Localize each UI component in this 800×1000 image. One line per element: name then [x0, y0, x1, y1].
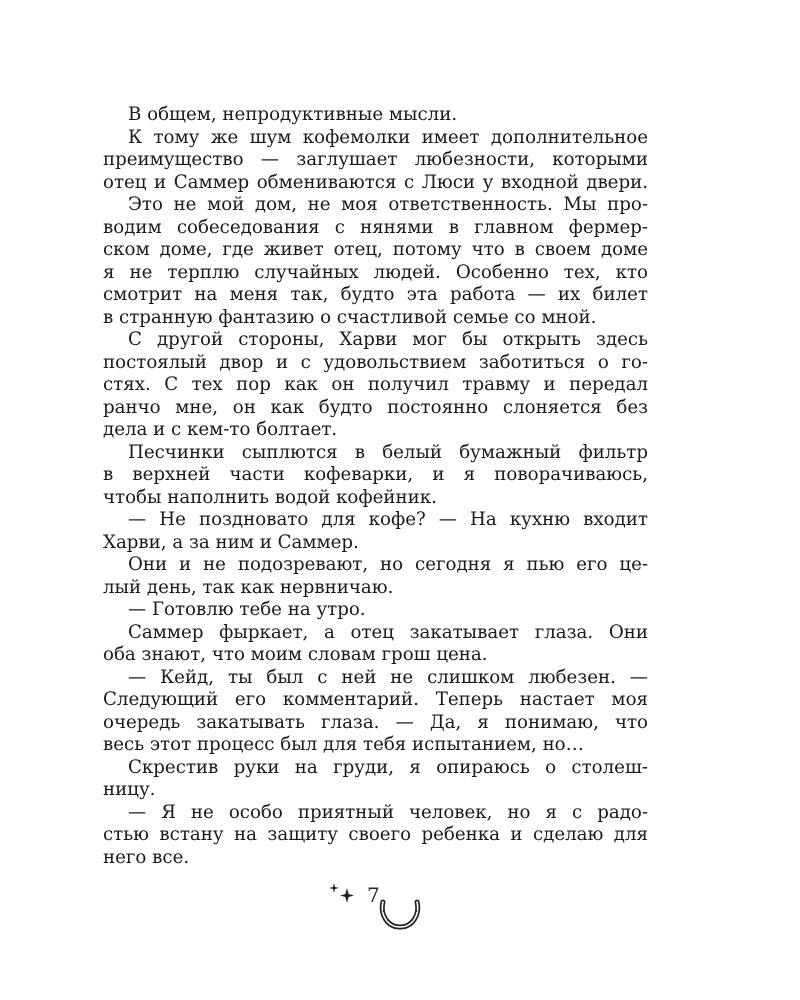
text-line: стью встану на защиту своего ребенка и сделаю для: [103, 824, 648, 845]
text-line: Саммер фыркает, а отец закатывает глаза. Они: [128, 621, 648, 643]
text-line: в верхней части кофеварки, и я поворачиваюсь,: [103, 464, 648, 485]
text-line: — Не поздновато для кофе? — На кухню входит: [128, 509, 648, 530]
page-number: 7: [367, 883, 380, 907]
text-line: Песчинки сыплются в белый бумажный фильтр: [128, 441, 648, 463]
text-line: дела и с кем-то болтает.: [103, 419, 338, 440]
text-line: К тому же шум кофемолки имеет дополнительное: [128, 126, 648, 148]
text-line: Они и не подозревают, но сегодня я пью его це-: [128, 554, 648, 575]
text-line: ском доме, где живет отец, потому что в своем доме: [103, 239, 648, 260]
text-line: Скрестив руки на груди, я опираюсь о столеш-: [128, 756, 648, 778]
text-line: Следующий его комментарий. Теперь настает моя: [103, 689, 648, 710]
text-line: чтобы наполнить водой кофейник.: [103, 486, 437, 508]
text-line: ранчо мне, он как будто постоянно слоняется без: [103, 396, 648, 418]
text-line: Харви, а за ним и Саммер.: [103, 531, 359, 553]
text-line: Это не мой дом, не моя ответственность. Мы про-: [128, 194, 648, 215]
page-footer: [325, 878, 445, 938]
text-line: в странную фантазию о счастливой семье со мной.: [103, 306, 597, 328]
page-body: [103, 104, 648, 869]
text-line: стях. С тех пор как он получил травму и передал: [103, 374, 648, 395]
text-line: ницу.: [103, 779, 156, 800]
text-line: лый день, так как нервничаю.: [103, 576, 394, 598]
text-line: преимущество — заглушает любезности, которыми: [103, 149, 648, 170]
horseshoe-icon: [377, 896, 423, 936]
text-line: — Готовлю тебе на утро.: [128, 599, 366, 620]
sparkle-stars-icon: [328, 882, 356, 908]
text-line: весь этот процесс был для тебя испытанием, но…: [103, 734, 584, 755]
text-line: водим собеседования с нянями в главном фермер-: [103, 216, 648, 238]
text-line: — Я не особо приятный человек, но я с радо-: [128, 801, 648, 823]
text-line: очередь закатывать глаза. — Да, я понимаю, что: [103, 711, 648, 733]
text-line: С другой стороны, Харви мог бы открыть здесь: [128, 329, 648, 350]
text-line: В общем, непродуктивные мысли.: [128, 104, 458, 125]
text-line: я не терплю случайных людей. Особенно тех, кто: [103, 261, 648, 283]
text-line: — Кейд, ты был с ней не слишком любезен. —: [128, 666, 648, 688]
text-line: него все.: [103, 846, 190, 868]
text-line: отец и Саммер обмениваются с Люси у входной двери.: [103, 171, 648, 193]
text-line: постоялый двор и с удовольствием заботиться о го-: [103, 351, 648, 373]
text-line: смотрит на меня так, будто эта работа — их билет: [103, 284, 648, 305]
text-line: оба знают, что моим словам грош цена.: [103, 644, 488, 665]
